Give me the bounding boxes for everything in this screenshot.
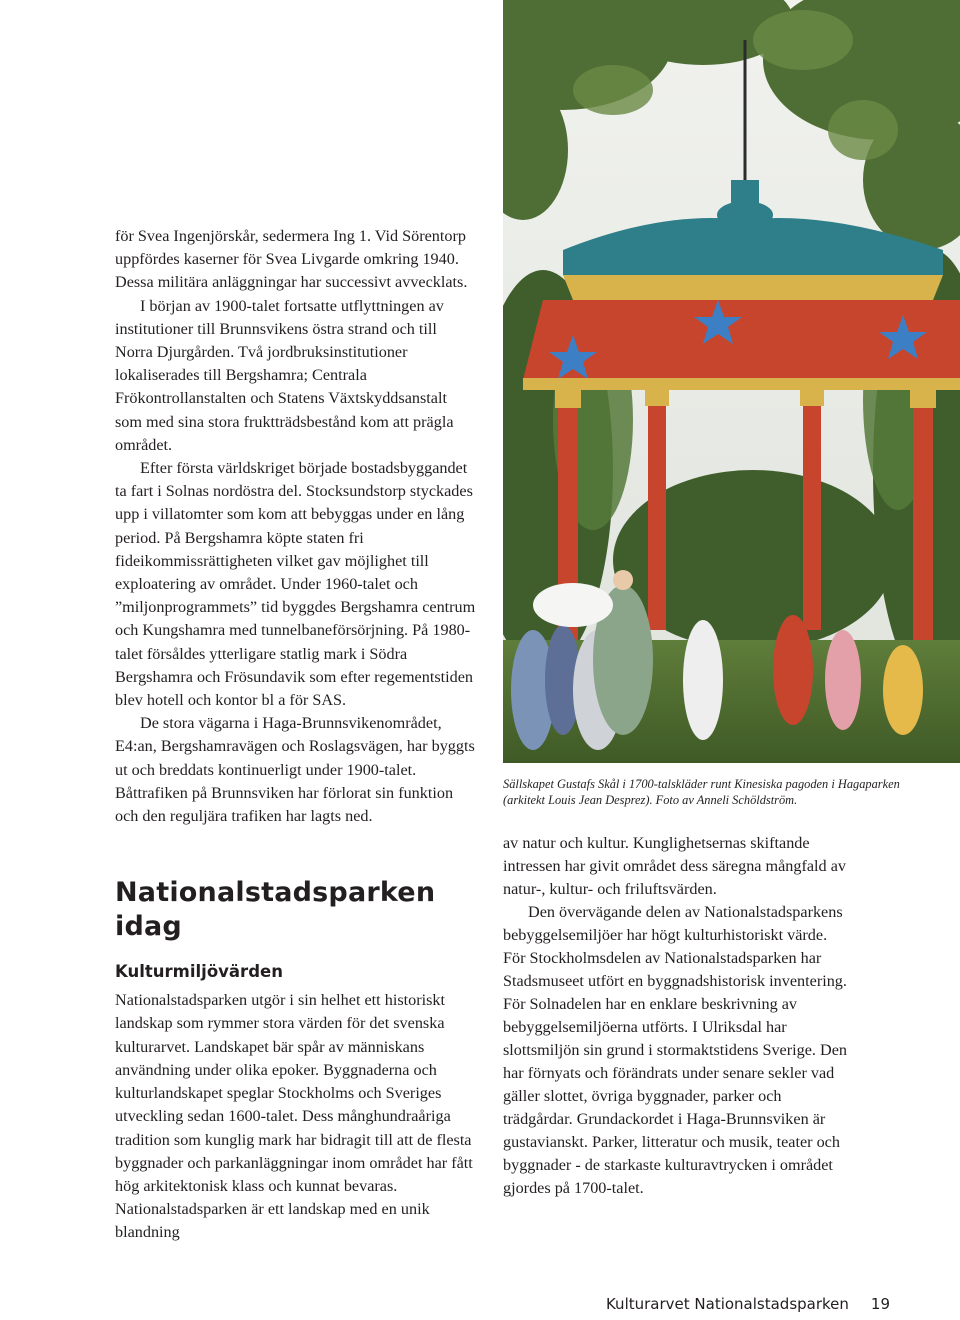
page-number: 19: [870, 1295, 890, 1313]
footer-title: Kulturarvet Nationalstadsparken: [605, 1295, 849, 1313]
body-paragraph: Den övervägande delen av Nationalstadsparkens bebyggelsemiljöer har högt kulturhistoriskt värde. För Stockholmsdelen av Nationalstadsparken har Stadsmuseet utfört en byggnadshistorisk inventering. För Solnadelen har en enklare beskrivning av bebyggelsemiljöerna utförts. I Ulriksdal har slottsmiljön sin grund i stormaktstidens Sverige. Den har förnyats och förändrats under senare sekler vad gäller slottet, övriga byggnader, parker och trädgårdar. Grundackordet i Haga-Brunnsviken är gustavianskt. Parker, litteratur och musik, teater och byggnader - de starkaste kulturavtrycken i området gjordes på 1700-talet.: [503, 903, 847, 1197]
body-paragraph: Nationalstadsparken utgör i sin helhet ett historiskt landskap som rymmer stora värden för det svenska kulturarvet. Landskapet bär spår av människans användning under olika epoker. Byggnaderna och kulturlandskapet speglar Stockholms och Sveriges utveckling sedan 1600-talet. Dess månghundraåriga tradition som kunglig mark har bidragit till att de flesta byggnader och parkanläggningar inom området har fått hög arkitektonisk klass och kunnat bevaras. Nationalstadsparken är ett landskap med en unik blandning: [115, 991, 473, 1242]
section-subheading: Kulturmiljövärden: [115, 962, 283, 982]
body-paragraph: av natur och kultur. Kunglighetsernas skiftande intressen har givit området dess säregna mångfald av natur-, kultur- och friluftsvärden.: [503, 834, 846, 898]
body-paragraph: De stora vägarna i Haga-Brunnsvikenområdet, E4:an, Bergshamravägen och Roslagsvägen, har byggts ut och breddats kontinuerligt under 1900-talet. Båttrafiken på Brunnsviken har förlorat sin funktion och den reguljära trafiken har lagts ned.: [115, 714, 475, 826]
body-paragraph: I början av 1900-talet fortsatte utflyttningen av institutioner till Brunnsvikens östra strand och till Norra Djurgården. Två jordbruksinstitutioner lokaliserades till Bergshamra; Centrala Frökontrollanstalten och Statens Växtskyddsanstalt som med sina stora fruktträdsbestånd kom att prägla området.: [115, 296, 454, 454]
right-column: [503, 832, 853, 1200]
left-column: [115, 225, 477, 1245]
body-paragraph: för Svea Ingenjörskår, sedermera Ing 1. Vid Sörentorp uppfördes kaserner för Svea Livgarde omkring 1940. Dessa militära anläggningar har successivt avvecklats.: [115, 227, 468, 292]
photo-caption: Sällskapet Gustafs Skål i 1700-talskläder runt Kinesiska pagoden i Hagaparken (arkitekt Louis Jean Desprez). Foto av Anneli Schöldström.: [503, 777, 900, 808]
body-paragraph: Efter första världskriget började bostadsbyggandet ta fart i Solnas nordöstra del. Stocksundstorp styckades upp i villatomter som kom att bebyggas under en lång period. På Bergshamra köpte staten fri fideikommissrättigheten vilket gav möjlighet till exploatering av området. Under 1960-talet och ”miljonprogrammets” tid byggdes Bergshamra centrum och Kungshamra med tunnelbaneförsörjning. På 1980-talet försåldes ytterligare statlig mark i Södra Bergshamra och Frösundavik som efter regementstiden blev hotell och kontor bl a för SAS.: [115, 459, 476, 710]
pagoda-photo: [503, 0, 960, 763]
page-footer: [560, 1293, 890, 1315]
section-heading: Nationalstadsparken idag: [115, 877, 436, 943]
